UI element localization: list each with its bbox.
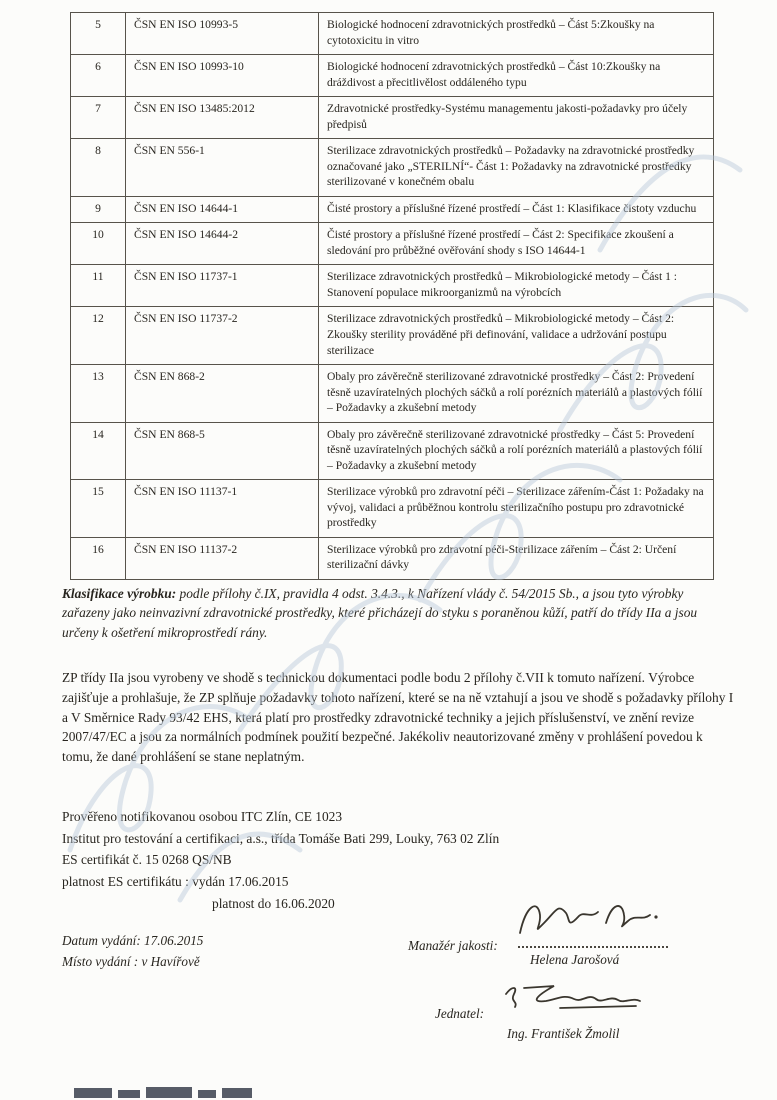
declaration-paragraph: ZP třídy IIa jsou vyrobeny ve shodě s technickou dokumentaci podle bodu 2 přílohy č.VII k tomuto nařízení. Výrobce zajišťuje a prohlašuje, že ZP splňuje požadavky tohoto nařízení, které se na ně vztahují a jsou ve shodě s požadavky přílohy I a V Směrnice Rady 93/42 EHS, která platí pro prostředky zdravotnické techniky a jejich příslušenství, ve znění revize 2007/47/EC a jsou za normálních podmínek použití bezpečné. Jakékoliv neautorizované změny v prohlášení povedou k tomu, že dané prohlášení se stane neplatným.: [62, 670, 734, 765]
standard-code: ČSN EN ISO 10993-5: [126, 13, 319, 55]
table-row: [71, 55, 714, 97]
standard-description: Zdravotnické prostředky-Systému managementu jakosti-požadavky pro účely předpisů: [319, 97, 714, 139]
standard-description: Sterilizace výrobků pro zdravotní péči-Sterilizace zářením – Část 2: Určení sterilizační dávky: [319, 537, 714, 579]
issue-date: Datum vydání: 17.06.2015: [62, 933, 204, 948]
standard-code: ČSN EN 868-2: [126, 365, 319, 423]
row-number: 8: [71, 139, 126, 197]
standard-code: ČSN EN ISO 14644-1: [126, 196, 319, 223]
quality-manager-signature-line: [518, 930, 668, 948]
table-row: [71, 307, 714, 365]
standard-code: ČSN EN 556-1: [126, 139, 319, 197]
row-number: 11: [71, 265, 126, 307]
row-number: 9: [71, 196, 126, 223]
table-row: [71, 139, 714, 197]
standard-code: ČSN EN ISO 10993-10: [126, 55, 319, 97]
notified-body-line: Prověřeno notifikovanou osobou ITC Zlín, CE 1023: [62, 809, 343, 824]
standard-description: Biologické hodnocení zdravotnických prostředků – Část 10:Zkoušky na dráždivost a přecitlivělost oddáleného typu: [319, 55, 714, 97]
standard-description: Sterilizace zdravotnických prostředků – Mikrobiologické metody – Část 1 : Stanovení populace mikroorganizmů na výrobcích: [319, 265, 714, 307]
table-row: [71, 422, 714, 480]
table-row: [71, 480, 714, 538]
table-row: [71, 365, 714, 423]
table-row: [71, 196, 714, 223]
row-number: 5: [71, 13, 126, 55]
classification-paragraph: [62, 584, 730, 642]
bottom-stamp-fragment: [74, 1087, 252, 1098]
row-number: 6: [71, 55, 126, 97]
row-number: 7: [71, 97, 126, 139]
quality-manager-name: Helena Jarošová: [530, 952, 620, 967]
standard-code: ČSN EN ISO 11737-1: [126, 265, 319, 307]
standard-description: Čisté prostory a příslušné řízené prostředí – Část 2: Specifikace zkoušení a sledování pro průběžné ověřování shody s ISO 14644-1: [319, 223, 714, 265]
institute-line: Institut pro testování a certifikaci, a.s., třída Tomáše Bati 299, Louky, 763 02 Zlín: [62, 830, 500, 846]
issue-place: Místo vydání : v Havířově: [62, 954, 200, 969]
classification-text: podle přílohy č.IX, pravidla 4 odst. 3.4.3., k Nařízení vlády č. 54/2015 Sb., a jsou tyto výrobky zařazeny jako neinvazivní zdravotnické prostředky, které přicházejí do styku s poraněnou kůží, patří do třídy IIa a jsou určeny k ošetření mikroprostředí rány.: [62, 586, 698, 640]
standard-code: ČSN EN 868-5: [126, 422, 319, 480]
standard-description: Sterilizace zdravotnických prostředků – Požadavky na zdravotnické prostředky označované jako „STERILNÍ“- Část 1: Požadavky na zdravotnické prostředky sterilizované v konečném obalu: [319, 139, 714, 197]
director-label: Jednatel:: [435, 1006, 485, 1021]
table-row: [71, 537, 714, 579]
quality-manager-label: Manažér jakosti:: [408, 938, 498, 953]
standard-description: Sterilizace zdravotnických prostředků – Mikrobiologické metody – Část 2: Zkoušky sterility prováděné při definování, validace a udržování postupu sterilizace: [319, 307, 714, 365]
standard-code: ČSN EN ISO 13485:2012: [126, 97, 319, 139]
director-signature: [500, 976, 650, 1018]
row-number: 16: [71, 537, 126, 579]
table-row: [71, 223, 714, 265]
standard-description: Obaly pro závěrečně sterilizované zdravotnické prostředky – Část 2: Provedení těsně uzavíratelných plochých sáčků a rolí porézních materiálů a plastových fólií – Požadavky a zkušební metody: [319, 365, 714, 423]
standard-code: ČSN EN ISO 14644-2: [126, 223, 319, 265]
table-row: [71, 265, 714, 307]
standard-code: ČSN EN ISO 11137-2: [126, 537, 319, 579]
standard-description: Biologické hodnocení zdravotnických prostředků – Část 5:Zkoušky na cytotoxicitu in vitro: [319, 13, 714, 55]
standard-description: Sterilizace výrobků pro zdravotní péči – Sterilizace zářením-Část 1: Požadaky na vývoj, validaci a průběžnou kontrolu sterilizačního postupu pro zdravotnické prostředky: [319, 480, 714, 538]
director-name: Ing. František Žmolil: [507, 1026, 620, 1041]
row-number: 14: [71, 422, 126, 480]
classification-label: Klasifikace výrobku:: [62, 586, 177, 601]
row-number: 13: [71, 365, 126, 423]
row-number: 12: [71, 307, 126, 365]
validity-from-line: platnost ES certifikátu : vydán 17.06.2015: [62, 874, 289, 890]
table-row: [71, 97, 714, 139]
standard-code: ČSN EN ISO 11737-2: [126, 307, 319, 365]
row-number: 15: [71, 480, 126, 538]
row-number: 10: [71, 223, 126, 265]
standard-description: Obaly pro závěrečně sterilizované zdravotnické prostředky – Část 5: Provedení těsně uzavíratelných plochých sáčků a rolí porézních materiálů a plastových fólií – Požadavky a zkušební metody: [319, 422, 714, 480]
table-row: [71, 13, 714, 55]
standard-code: ČSN EN ISO 11137-1: [126, 480, 319, 538]
validity-to-line: platnost do 16.06.2020: [212, 895, 335, 911]
certificate-line: ES certifikát č. 15 0268 QS/NB: [62, 852, 232, 868]
standards-table: [70, 12, 714, 580]
standard-description: Čisté prostory a příslušné řízené prostředí – Část 1: Klasifikace čistoty vzduchu: [319, 196, 714, 223]
